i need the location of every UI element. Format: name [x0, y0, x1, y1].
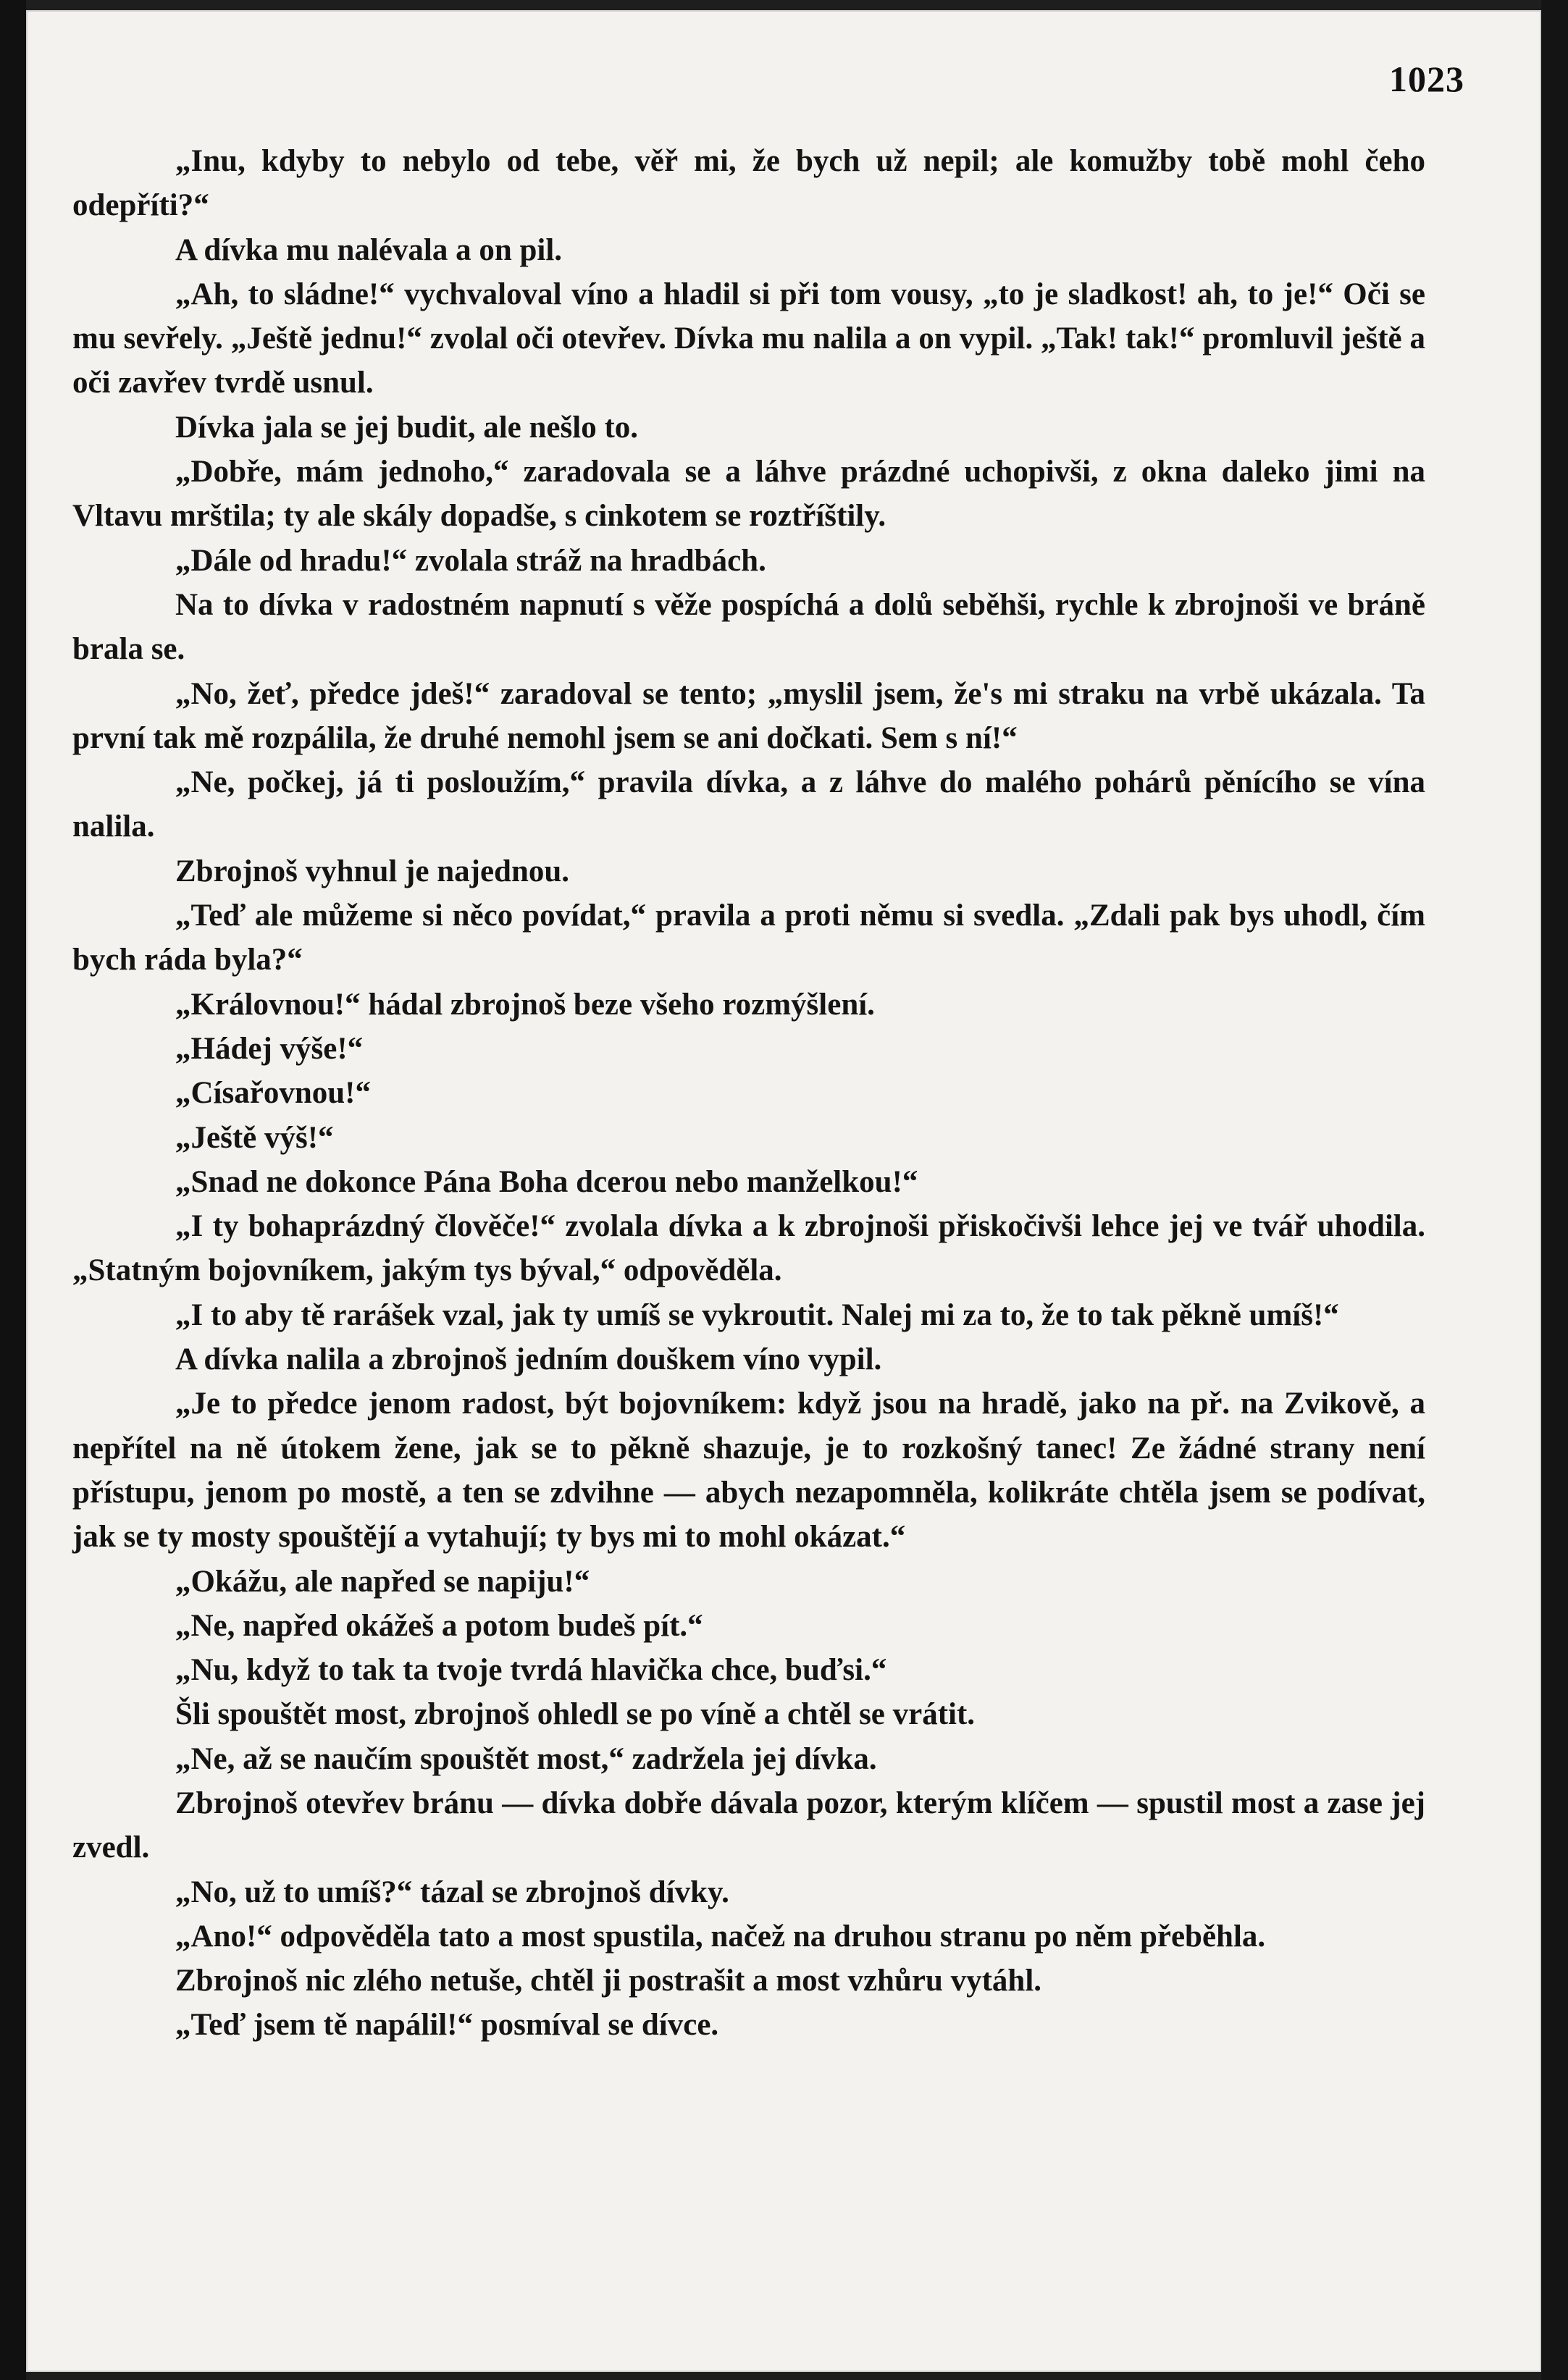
paragraph: „Ne, až se naučím spouštět most,“ zadržela jej dívka. — [175, 1741, 877, 1776]
paragraph: „Okážu, ale napřed se napiju!“ — [175, 1564, 590, 1599]
page-body-text — [72, 139, 1425, 2048]
paragraph: „Dále od hradu!“ zvolala stráž na hradbách. — [175, 543, 766, 578]
paragraph: „Ještě výš!“ — [175, 1120, 334, 1155]
paragraph: „Je to předce jenom radost, být bojovníkem: když jsou na hradě, jako na př. na Zvikově, a nepřítel na ně útokem žene, jak se to pěkně shazuje, je to rozkošný tanec! Ze žádné strany není přístupu, jenom po mostě, a ten se zdvihne — abych nezapomněla, kolikráte chtěla jsem se podívat, jak se ty mosty spouštějí a vytahují; ty bys mi to mohl okázat.“ — [72, 1387, 1425, 1555]
paragraph: „Ano!“ odpověděla tato a most spustila, načež na druhou stranu po něm přeběhla. — [175, 1919, 1266, 1954]
paragraph: Zbrojnoš vyhnul je najednou. — [175, 854, 570, 888]
paragraph: „No, žeť, předce jdeš!“ zaradoval se tento; „myslil jsem, že's mi straku na vrbě ukázala. Ta první tak mě rozpálila, že druhé nemohl jsem se ani dočkati. Sem s ní!“ — [72, 676, 1425, 755]
paragraph: „I ty bohaprázdný člověče!“ zvolala dívka a k zbrojnoši přiskočivši lehce jej ve tvář uhodila. „Statným bojovníkem, jakým tys býval,“ odpověděla. — [72, 1209, 1425, 1288]
paragraph: „Teď jsem tě napálil!“ posmíval se dívce. — [175, 2008, 719, 2043]
paragraph: „I to aby tě rarášek vzal, jak ty umíš se vykroutit. Nalej mi za to, že to tak pěkně umíš!“ — [175, 1298, 1339, 1332]
paragraph: „Císařovnou!“ — [175, 1076, 371, 1111]
paragraph: Šli spouštět most, zbrojnoš ohledl se po víně a chtěl se vrátit. — [175, 1697, 976, 1732]
paragraph: Zbrojnoš otevřev bránu — dívka dobře dávala pozor, kterým klíčem — spustil most a zase jej zvedl. — [72, 1786, 1425, 1865]
paragraph: Dívka jala se jej budit, ale nešlo to. — [175, 410, 639, 445]
paragraph: „Hádej výše!“ — [175, 1031, 364, 1066]
paragraph: „Ah, to sládne!“ vychvaloval víno a hladil si při tom vousy, „to je sladkost! ah, to je!“ Oči se mu sevřely. „Ještě jednu!“ zvolal oči otevřev. Dívka mu nalila a on vypil. „Tak! tak!“ promluvil ještě a oči zavřev tvrdě usnul. — [72, 277, 1425, 400]
scan-left-edge — [0, 0, 26, 2380]
paragraph: „Královnou!“ hádal zbrojnoš beze všeho rozmýšlení. — [175, 987, 875, 1022]
paragraph: „Ne, napřed okážeš a potom budeš pít.“ — [175, 1608, 703, 1643]
paragraph: A dívka mu nalévala a on pil. — [175, 232, 563, 267]
paragraph: Zbrojnoš nic zlého netuše, chtěl ji postrašit a most vzhůru vytáhl. — [175, 1964, 1042, 1998]
paragraph: „Nu, když to tak ta tvoje tvrdá hlavička chce, buďsi.“ — [175, 1653, 887, 1688]
paragraph: A dívka nalila a zbrojnoš jedním douškem víno vypil. — [175, 1342, 882, 1377]
page-number: 1023 — [1389, 59, 1464, 99]
book-page — [26, 10, 1541, 2372]
paragraph: „Teď ale můžeme si něco povídat,“ pravila a proti němu si svedla. „Zdali pak bys uhodl, čím bych ráda byla?“ — [72, 899, 1425, 977]
paragraph: „No, už to umíš?“ tázal se zbrojnoš dívky. — [175, 1875, 729, 1909]
paragraph: „Dobře, mám jednoho,“ zaradovala se a láhve prázdné uchopivši, z okna daleko jimi na Vltavu mrštila; ty ale skály dopadše, s cinkotem se roztříštily. — [72, 455, 1425, 534]
paragraph: „Snad ne dokonce Pána Boha dcerou nebo manželkou!“ — [175, 1164, 918, 1199]
paragraph: Na to dívka v radostném napnutí s věže pospíchá a dolů seběhši, rychle k zbrojnoši ve bráně brala se. — [72, 587, 1425, 667]
paragraph: „Ne, počkej, já ti posloužím,“ pravila dívka, a z láhve do malého pohárů pěnícího se vína nalila. — [72, 765, 1425, 844]
scan-right-edge — [1541, 0, 1568, 2380]
paragraph: „Inu, kdyby to nebylo od tebe, věř mi, že bych už nepil; ale komužby tobě mohl čeho odepříti?“ — [72, 144, 1425, 223]
